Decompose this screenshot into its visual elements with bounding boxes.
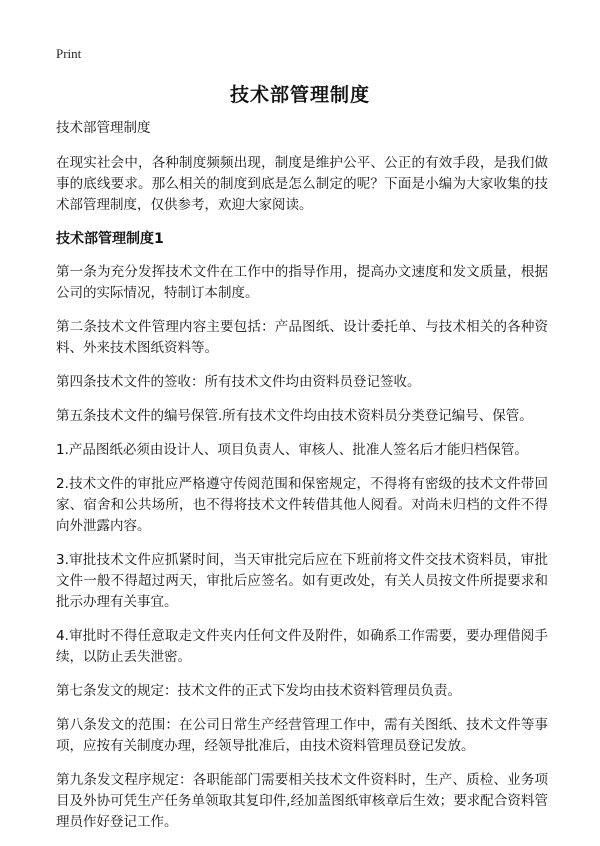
document-body — [56, 118, 548, 846]
article-9: 第九条发文程序规定：各职能部门需要相关技术文件资料时，生产、质检、业务项目及外协可凭生产任务单领取其复印件,经加盖图纸审核章后生效；要求配合资料管理员作好登记工作。 — [56, 772, 548, 830]
article-5-item-4: 4.审批时不得任意取走文件夹内任何文件及附件，如确系工作需要，要办理借阅手续，以防止丢失泄密。 — [56, 628, 548, 665]
article-1: 第一条为充分发挥技术文件在工作中的指导作用，提高办文速度和发文质量，根据公司的实际情况，特制订本制度。 — [56, 264, 548, 301]
article-5: 第五条技术文件的编号保管.所有技术文件均由技术资料员分类登记编号、保管。 — [56, 408, 533, 424]
article-2: 第二条技术文件管理内容主要包括：产品图纸、设计委托单、与技术相关的各种资料、外来技术图纸资料等。 — [56, 319, 548, 356]
page-title: 技术部管理制度 — [229, 84, 370, 106]
article-5-item-2: 2.技术文件的审批应严格遵守传阅范围和保密规定，不得将有密级的技术文件带回家、宿舍和公共场所，也不得将技术文件转借其他人阅看。对尚未归档的文件不得向外泄露内容。 — [56, 476, 548, 534]
section-heading: 技术部管理制度1 — [56, 231, 164, 247]
article-5-item-3: 3.审批技术文件应抓紧时间，当天审批完后应在下班前将文件交技术资料员，审批文件一般不得超过两天，审批后应签名。如有更改处，有关人员按文件所提要求和批示办理有关事宜。 — [56, 552, 548, 610]
document-subtitle: 技术部管理制度 — [56, 120, 151, 136]
print-link[interactable]: Print — [56, 46, 82, 61]
article-5-item-1: 1.产品图纸必须由设计人、项目负责人、审核人、批准人签名后才能归档保管。 — [56, 442, 528, 458]
intro-paragraph: 在现实社会中，各种制度频频出现，制度是维护公平、公正的有效手段，是我们做事的底线要求。那么相关的制度到底是怎么制定的呢？下面是小编为大家收集的技术部管理制度，仅供参考，欢迎大家阅读。 — [56, 155, 548, 213]
article-8: 第八条发文的范围：在公司日常生产经营管理工作中，需有关图纸、技术文件等事项，应按有关制度办理，经领导批准后，由技术资料管理员登记发放。 — [56, 717, 548, 754]
article-4: 第四条技术文件的签收：所有技术文件均由资料员登记签收。 — [56, 374, 421, 390]
article-7: 第七条发文的规定：技术文件的正式下发均由技术资料管理员负责。 — [56, 683, 461, 699]
